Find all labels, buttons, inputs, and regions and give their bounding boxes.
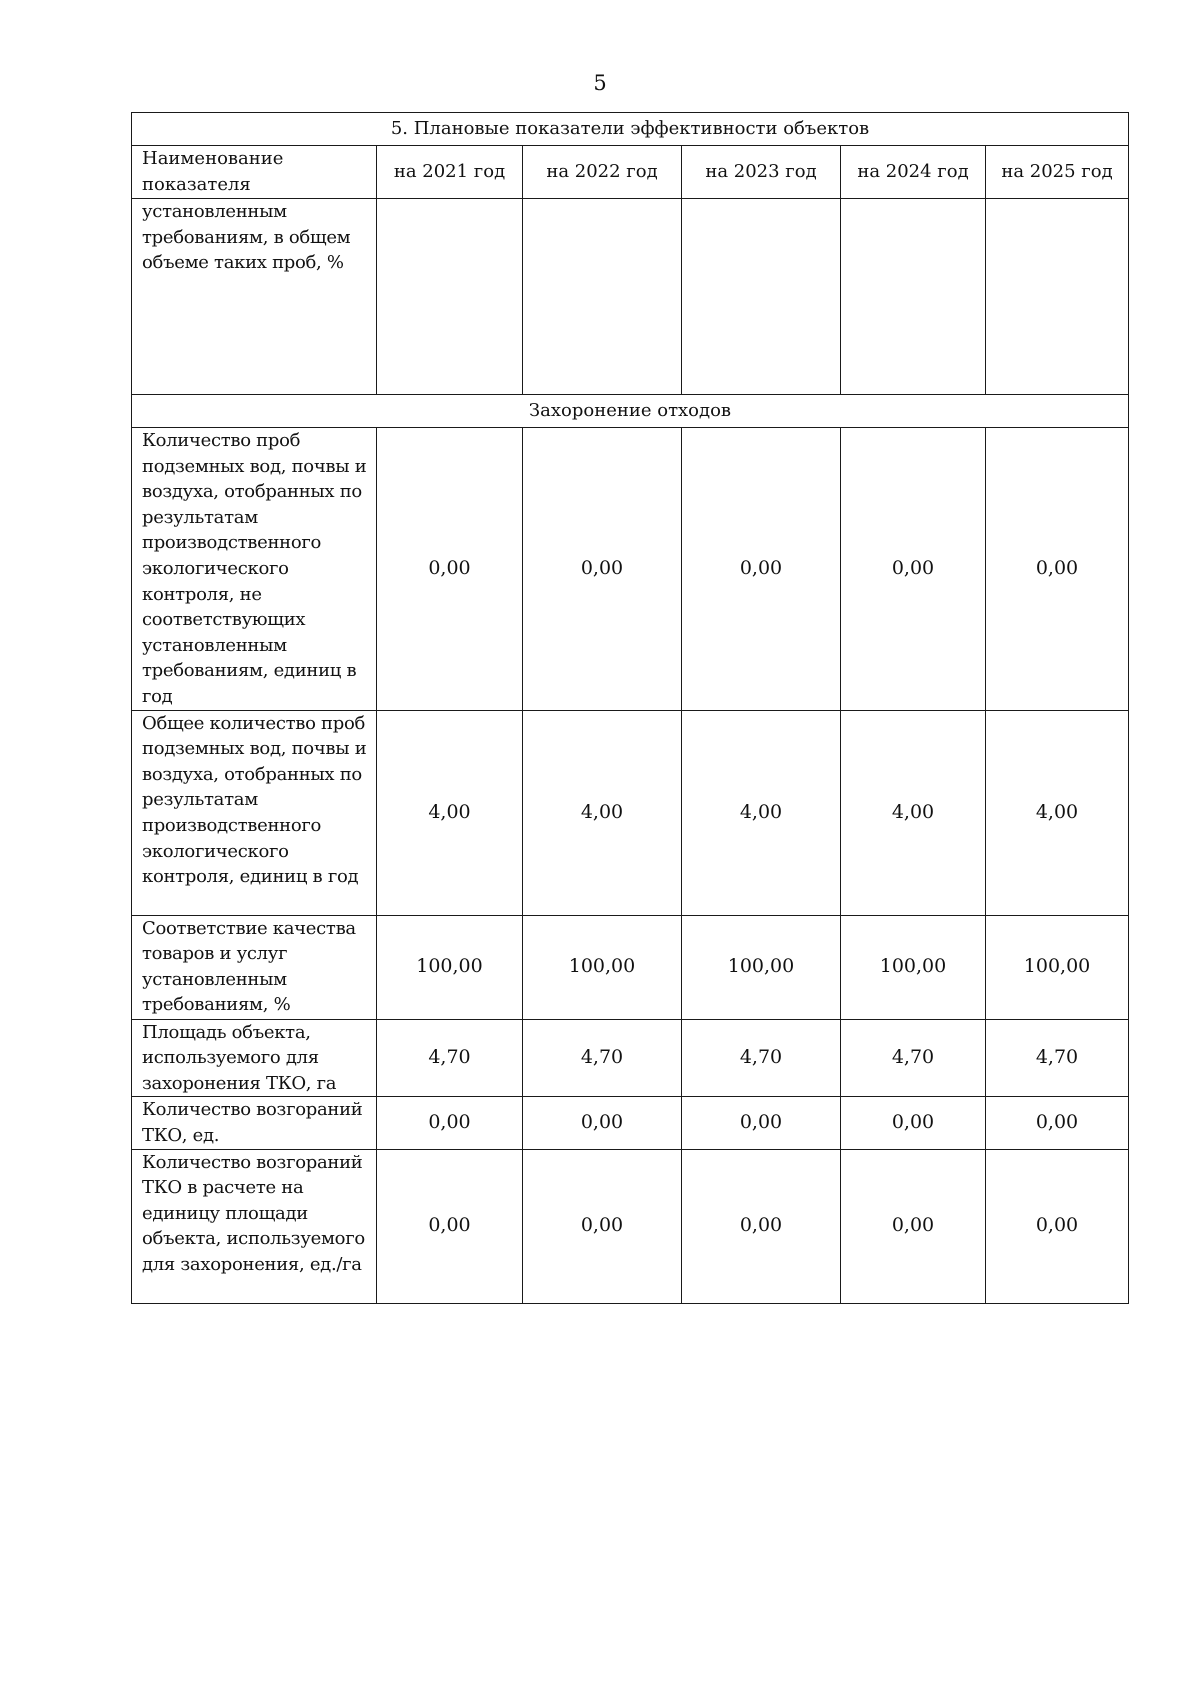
table-cell: 0,00 [841, 428, 986, 711]
table-cell-empty [682, 199, 841, 395]
table-title: 5. Плановые показатели эффективности объектов [132, 113, 1129, 146]
table-cell-empty [377, 199, 523, 395]
table-cell: 4,00 [377, 710, 523, 915]
table-row [132, 710, 1129, 915]
table-cell: 0,00 [682, 1149, 841, 1303]
section-title: Захоронение отходов [132, 395, 1129, 428]
column-header-2023: на 2023 год [682, 146, 841, 199]
table-cell: 4,70 [986, 1019, 1129, 1097]
table-cell: 4,70 [377, 1019, 523, 1097]
table-row [132, 915, 1129, 1019]
table-cell: 0,00 [523, 1097, 682, 1149]
column-header-2021: на 2021 год [377, 146, 523, 199]
table-cell: 4,00 [986, 710, 1129, 915]
table-cell: 4,00 [523, 710, 682, 915]
page-number: 5 [593, 71, 607, 95]
table-cell: 0,00 [986, 1149, 1129, 1303]
table-row [132, 428, 1129, 711]
table-cell: 4,00 [841, 710, 986, 915]
table-cell: 0,00 [377, 428, 523, 711]
table-cell: 100,00 [523, 915, 682, 1019]
table-cell: 4,70 [841, 1019, 986, 1097]
row-name: Площадь объекта, используемого для захоронения ТКО, га [132, 1019, 377, 1097]
table-cell: 0,00 [986, 428, 1129, 711]
table-cell: 0,00 [841, 1149, 986, 1303]
row-name: Количество возгораний ТКО в расчете на единицу площади объекта, используемого для захоронения, ед./га [132, 1149, 377, 1303]
table-header-row [132, 146, 1129, 199]
table-row-continued [132, 199, 1129, 395]
table-cell-empty [523, 199, 682, 395]
table-cell: 4,70 [682, 1019, 841, 1097]
table-row [132, 1149, 1129, 1303]
row-name: Общее количество проб подземных вод, почвы и воздуха, отобранных по результатам производственного экологического контроля, единиц в год [132, 710, 377, 915]
table-cell-empty [986, 199, 1129, 395]
table-cell: 0,00 [523, 428, 682, 711]
table-cell: 100,00 [682, 915, 841, 1019]
row-name: Соответствие качества товаров и услуг установленным требованиям, % [132, 915, 377, 1019]
section-title-row [132, 395, 1129, 428]
table-cell: 0,00 [986, 1097, 1129, 1149]
column-header-name: Наименование показателя [132, 146, 377, 199]
table-cell: 0,00 [841, 1097, 986, 1149]
column-header-2025: на 2025 год [986, 146, 1129, 199]
table-cell: 0,00 [377, 1097, 523, 1149]
table-cell: 0,00 [377, 1149, 523, 1303]
column-header-2024: на 2024 год [841, 146, 986, 199]
row-name: установленным требованиям, в общем объеме таких проб, % [132, 199, 377, 395]
row-name: Количество проб подземных вод, почвы и воздуха, отобранных по результатам производственного экологического контроля, не соответствующих установленным требованиям, единиц в год [132, 428, 377, 711]
table-cell: 4,00 [682, 710, 841, 915]
table-row [132, 1019, 1129, 1097]
table-cell: 100,00 [377, 915, 523, 1019]
table-row [132, 1097, 1129, 1149]
table-cell: 0,00 [523, 1149, 682, 1303]
table-cell: 100,00 [841, 915, 986, 1019]
table-cell: 4,70 [523, 1019, 682, 1097]
row-name: Количество возгораний ТКО, ед. [132, 1097, 377, 1149]
column-header-2022: на 2022 год [523, 146, 682, 199]
table-cell: 100,00 [986, 915, 1129, 1019]
table-title-row [132, 113, 1129, 146]
table-cell-empty [841, 199, 986, 395]
table-cell: 0,00 [682, 428, 841, 711]
table-cell: 0,00 [682, 1097, 841, 1149]
efficiency-indicators-table [131, 112, 1129, 1304]
